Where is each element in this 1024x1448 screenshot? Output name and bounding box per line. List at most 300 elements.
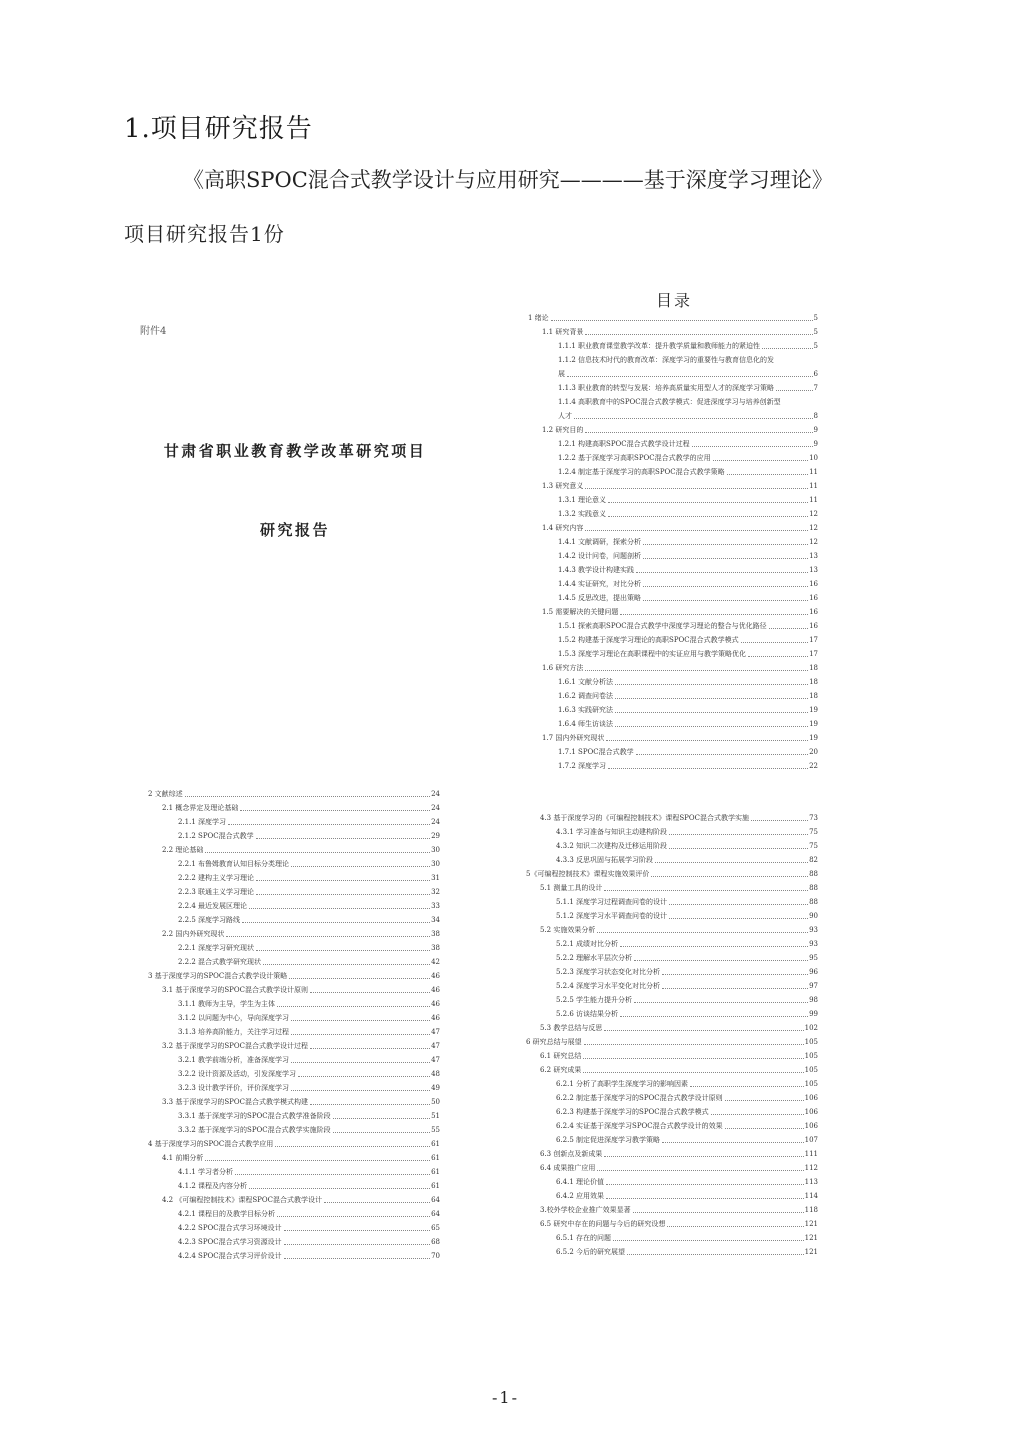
toc-entry-text: 2.2.1 布鲁姆教育认知目标分类理论 — [178, 860, 290, 868]
toc-page-number: 61 — [431, 1140, 440, 1148]
toc-page-number: 64 — [431, 1196, 440, 1204]
toc-leader — [655, 862, 808, 863]
toc-leader — [751, 820, 808, 821]
toc-entry — [148, 871, 440, 885]
toc-entry — [148, 1025, 440, 1039]
toc-leader — [298, 1076, 430, 1077]
toc-leader — [226, 936, 430, 937]
toc-entry — [528, 451, 818, 465]
toc-leader — [277, 1216, 430, 1217]
toc-leader — [597, 932, 808, 933]
toc-entry-text: 1.3 研究意义 — [542, 482, 584, 490]
toc-page-number: 95 — [809, 954, 818, 962]
toc-leader — [667, 1226, 803, 1227]
toc-leader — [620, 946, 808, 947]
toc-entry-text: 6.4.2 应用效果 — [556, 1192, 605, 1200]
toc-leader — [604, 1156, 803, 1157]
toc-leader — [228, 824, 430, 825]
toc-leader — [291, 1090, 430, 1091]
toc-entry-text: 6.5 研究中存在的问题与今后的研究设想 — [540, 1220, 666, 1228]
toc-leader — [608, 516, 808, 517]
toc-page-number: 47 — [431, 1028, 440, 1036]
toc-entry — [528, 311, 818, 325]
toc-leader — [574, 418, 813, 419]
toc-entry — [526, 1021, 818, 1035]
toc-leader — [583, 1072, 803, 1073]
toc-entry-text: 6.2.3 构建基于深度学习的SPOC混合式教学模式 — [556, 1108, 709, 1116]
toc-entry — [148, 983, 440, 997]
toc-entry-text: 3.3.2 基于深度学习的SPOC混合式教学实施阶段 — [178, 1126, 331, 1134]
toc-leader — [256, 880, 430, 881]
toc-entry — [526, 1049, 818, 1063]
toc-entry — [526, 1063, 818, 1077]
toc-leader — [769, 628, 808, 629]
toc-leader — [333, 1118, 430, 1119]
toc-entry-text: 2.2 国内外研究现状 — [162, 930, 225, 938]
toc-leader — [256, 838, 430, 839]
toc-entry — [528, 759, 818, 773]
toc-leader — [608, 768, 808, 769]
toc-leader — [615, 712, 808, 713]
toc-page-number: 105 — [804, 1052, 818, 1060]
toc-entry-text: 2.2.2 建构主义学习理论 — [178, 874, 255, 882]
toc-leader — [256, 950, 430, 951]
toc-entry — [526, 1175, 818, 1189]
toc-page-number: 64 — [431, 1210, 440, 1218]
toc-entry-text: 5.2.6 访谈结果分析 — [556, 1010, 619, 1018]
toc-entry — [528, 731, 818, 745]
toc-leader — [284, 1244, 430, 1245]
toc-entry — [526, 993, 818, 1007]
toc-entry — [528, 339, 818, 353]
toc-leader — [310, 1104, 430, 1105]
toc-entry — [526, 811, 818, 825]
toc-leader — [235, 1174, 430, 1175]
toc-leader — [275, 1146, 430, 1147]
section-heading: 1.项目研究报告 — [124, 114, 313, 144]
toc-entry-text: 1.5.2 构建基于深度学习理论的高职SPOC混合式教学模式 — [558, 636, 739, 644]
toc-page-number: 22 — [809, 762, 818, 770]
toc-entry-text: 3.校外学校企业推广效果显著 — [540, 1206, 631, 1214]
toc-entry — [148, 941, 440, 955]
toc-leader — [604, 890, 808, 891]
toc-page-number: 32 — [431, 888, 440, 896]
toc-page-number: 82 — [809, 856, 818, 864]
toc-leader — [585, 334, 812, 335]
toc-page-number: 16 — [809, 594, 818, 602]
toc-entry — [528, 395, 818, 409]
toc-entry-text: 1.2.4 制定基于深度学习的高职SPOC混合式教学策略 — [558, 468, 725, 476]
toc-entry-text: 1.7.1 SPOC混合式教学 — [558, 748, 634, 756]
toc-leader — [249, 908, 430, 909]
toc-page-number: 98 — [809, 996, 818, 1004]
toc-entry-text: 3.1.3 培养高阶能力，关注学习过程 — [178, 1028, 290, 1036]
toc-leader — [291, 866, 430, 867]
toc-entry-text: 6.5.2 今后的研究展望 — [556, 1248, 626, 1256]
toc-page-number: 88 — [809, 898, 818, 906]
toc-entry-text: 4 基于深度学习的SPOC混合式教学应用 — [148, 1140, 274, 1148]
toc-entry-text: 4.3.1 学习准备与知识主动建构阶段 — [556, 828, 668, 836]
toc-leader — [551, 320, 813, 321]
toc-entry-text: 3.2.2 设计资源及活动，引发深度学习 — [178, 1070, 297, 1078]
toc-entry-text: 6.2.4 实证基于深度学习SPOC混合式教学设计的效果 — [556, 1122, 723, 1130]
toc-entry — [526, 881, 818, 895]
toc-page-number: 70 — [431, 1252, 440, 1260]
toc-leader — [606, 1198, 804, 1199]
toc-entry — [148, 843, 440, 857]
toc-entry-text: 4.1.2 课程及内容分析 — [178, 1182, 248, 1190]
toc-page-number: 46 — [431, 1000, 440, 1008]
toc-page-number: 118 — [804, 1206, 818, 1214]
toc-page-number: 17 — [809, 650, 818, 658]
toc-page-number: 11 — [809, 468, 818, 476]
toc-entry — [528, 493, 818, 507]
toc-leader — [242, 922, 430, 923]
toc-page-number: 13 — [809, 552, 818, 560]
toc-page-number: 13 — [809, 566, 818, 574]
toc-leader — [634, 1002, 808, 1003]
toc-leader — [725, 1128, 804, 1129]
toc-page-number: 47 — [431, 1056, 440, 1064]
toc-entry — [148, 955, 440, 969]
toc-entry — [528, 605, 818, 619]
toc-entry-text: 2.2.2 混合式教学研究现状 — [178, 958, 262, 966]
toc-entry — [148, 913, 440, 927]
toc-entry-text: 1.6.1 文献分析法 — [558, 678, 614, 686]
toc-entry-text: 5.2 实施效果分析 — [540, 926, 596, 934]
toc-entry-text: 6.2.5 制定促进深度学习教学策略 — [556, 1136, 661, 1144]
toc-leader — [615, 726, 808, 727]
toc-page-number: 12 — [809, 538, 818, 546]
toc-entry-text: 1.2.2 基于深度学习高职SPOC混合式教学的应用 — [558, 454, 711, 462]
toc-page-number: 106 — [804, 1108, 818, 1116]
toc-leader — [284, 1230, 430, 1231]
toc-entry-text: 1.4 研究内容 — [542, 524, 584, 532]
toc-entry — [526, 951, 818, 965]
toc-leader — [627, 1254, 804, 1255]
toc-page-number: 121 — [804, 1220, 818, 1228]
toc-entry-text: 6.3 创新点及新成果 — [540, 1150, 603, 1158]
toc-leader — [284, 1258, 430, 1259]
toc-page-number: 49 — [431, 1084, 440, 1092]
toc-page-number: 47 — [431, 1042, 440, 1050]
toc-entry — [148, 1193, 440, 1207]
toc-leader — [597, 1170, 803, 1171]
toc-leader — [291, 1020, 430, 1021]
toc-entry — [528, 675, 818, 689]
toc-entry — [528, 437, 818, 451]
toc-entry — [148, 1249, 440, 1263]
toc-entry — [148, 927, 440, 941]
toc-page-number: 50 — [431, 1098, 440, 1106]
toc-entry-text: 1.3.2 实践意义 — [558, 510, 607, 518]
toc-entry — [528, 745, 818, 759]
toc-leader — [584, 1044, 804, 1045]
toc-entry — [148, 1207, 440, 1221]
toc-entry — [526, 965, 818, 979]
toc-page-number: 11 — [809, 482, 818, 490]
toc-entry-text: 4.2.4 SPOC混合式学习评价设计 — [178, 1252, 282, 1260]
toc-leader — [240, 810, 430, 811]
toc-leader — [583, 1058, 803, 1059]
toc-entry — [526, 895, 818, 909]
toc-page-number: 46 — [431, 986, 440, 994]
toc-entry-text: 4.3 基于深度学习的《可编程控制技术》课程SPOC混合式教学实施 — [540, 814, 749, 822]
toc-leader — [748, 656, 808, 657]
toc-page-number: 90 — [809, 912, 818, 920]
toc-page-number: 18 — [809, 664, 818, 672]
toc-page-number: 9 — [813, 426, 818, 434]
report-subtitle: 《高职SPOC混合式教学设计与应用研究————基于深度学习理论》 — [183, 168, 833, 192]
toc-page-number: 11 — [809, 496, 818, 504]
toc-entry-text: 4.3.3 反思巩固与拓展学习阶段 — [556, 856, 654, 864]
toc-entry-text: 6.1 研究总结 — [540, 1052, 582, 1060]
toc-leader — [643, 586, 808, 587]
toc-entry — [148, 1095, 440, 1109]
toc-page-number: 20 — [809, 748, 818, 756]
toc-entry-text: 5.3 教学总结与反思 — [540, 1024, 603, 1032]
cover-subtitle: 研究报告 — [259, 521, 330, 539]
toc-page-number: 5 — [813, 314, 818, 322]
toc-page-number: 46 — [431, 972, 440, 980]
toc-entry-text: 人才 — [558, 412, 572, 420]
toc-leader — [636, 754, 808, 755]
toc-entry — [528, 633, 818, 647]
toc-entry — [528, 367, 818, 381]
toc-leader — [289, 978, 430, 979]
toc-entry-text: 5.2.1 成绩对比分析 — [556, 940, 619, 948]
toc-leader — [205, 852, 430, 853]
toc-entry — [526, 909, 818, 923]
toc-entry — [148, 829, 440, 843]
toc-entry-text: 6.2 研究成果 — [540, 1066, 582, 1074]
toc-entry — [526, 1077, 818, 1091]
toc-entry-text: 1.1.4 高职教育中的SPOC混合式教学模式：促进深度学习与培养创新型 — [558, 398, 781, 406]
toc-entry — [526, 1105, 818, 1119]
toc-entry — [148, 1235, 440, 1249]
toc-entry-text: 5《可编程控制技术》课程实施效果评价 — [526, 870, 650, 878]
toc-leader — [669, 918, 808, 919]
toc-page-number: 88 — [809, 884, 818, 892]
toc-title: 目录 — [656, 291, 693, 310]
toc-leader — [620, 614, 808, 615]
toc-entry — [148, 801, 440, 815]
toc-entry-text: 1.5.1 探索高职SPOC混合式教学中深度学习理论的整合与优化路径 — [558, 622, 767, 630]
toc-entry — [528, 381, 818, 395]
toc-page-number: 75 — [809, 842, 818, 850]
toc-leader — [291, 1062, 430, 1063]
toc-entry — [528, 549, 818, 563]
toc-leader — [615, 698, 808, 699]
toc-entry — [526, 1007, 818, 1021]
toc-leader — [604, 1030, 803, 1031]
toc-page-number: 48 — [431, 1070, 440, 1078]
toc-leader — [643, 558, 808, 559]
toc-leader — [727, 474, 808, 475]
toc-entry — [528, 479, 818, 493]
toc-page-number: 121 — [804, 1234, 818, 1242]
toc-leader — [256, 894, 430, 895]
toc-entry — [526, 1217, 818, 1231]
toc-leader — [725, 1100, 804, 1101]
toc-page-number: 99 — [809, 1010, 818, 1018]
toc-leader — [310, 1048, 430, 1049]
toc-entry-text: 1.2.1 构建高职SPOC混合式教学设计过程 — [558, 440, 690, 448]
toc-page-number: 18 — [809, 692, 818, 700]
toc-entry-text: 1.6 研究方法 — [542, 664, 584, 672]
toc-leader — [277, 1006, 430, 1007]
toc-page-number: 42 — [431, 958, 440, 966]
toc-page-number: 19 — [809, 720, 818, 728]
toc-entry — [528, 325, 818, 339]
toc-entry — [526, 1245, 818, 1259]
toc-entry — [148, 1081, 440, 1095]
toc-page-number: 16 — [809, 580, 818, 588]
toc-entry-text: 3.1.1 教师为主导，学生为主体 — [178, 1000, 276, 1008]
toc-entry-text: 5.1.2 深度学习水平调查问卷的设计 — [556, 912, 668, 920]
toc-page-number: 105 — [804, 1038, 818, 1046]
toc-leader — [713, 460, 808, 461]
toc-entry — [148, 1067, 440, 1081]
toc-entry-text: 2.2.4 最近发展区理论 — [178, 902, 248, 910]
toc-entry-text: 2.2.3 联通主义学习理论 — [178, 888, 255, 896]
toc-entry — [148, 1053, 440, 1067]
toc-entry-text: 1.4.2 设计问卷，问题剖析 — [558, 552, 642, 560]
toc-entry-text: 1.4.5 反思改进，提出策略 — [558, 594, 642, 602]
toc-entry — [148, 885, 440, 899]
toc-leader — [613, 1240, 804, 1241]
toc-leader — [669, 848, 808, 849]
toc-leader — [643, 544, 808, 545]
toc-entry — [526, 1189, 818, 1203]
toc-page-number: 96 — [809, 968, 818, 976]
toc-page-number: 75 — [809, 828, 818, 836]
toc-entry — [148, 1137, 440, 1151]
toc-entry — [528, 423, 818, 437]
toc-page-number: 34 — [431, 916, 440, 924]
toc-entry-text: 1.2 研究目的 — [542, 426, 584, 434]
toc-page-number: 30 — [431, 860, 440, 868]
toc-entry — [528, 689, 818, 703]
toc-page-number: 112 — [804, 1164, 818, 1172]
toc-page-number: 105 — [804, 1066, 818, 1074]
toc-leader — [567, 376, 813, 377]
toc-leader — [205, 1160, 430, 1161]
toc-entry-text: 6.2.1 分析了高职学生深度学习的影响因素 — [556, 1080, 689, 1088]
toc-entry — [148, 1011, 440, 1025]
toc-leader — [585, 670, 808, 671]
toc-leader — [620, 1016, 808, 1017]
toc-leader — [643, 600, 808, 601]
toc-leader — [776, 390, 812, 391]
toc-leader — [662, 1142, 804, 1143]
toc-page-number: 29 — [431, 832, 440, 840]
toc-page-number: 24 — [431, 790, 440, 798]
toc-entry — [528, 647, 818, 661]
toc-entry — [526, 867, 818, 881]
toc-leader — [615, 684, 808, 685]
toc-page-number: 105 — [804, 1080, 818, 1088]
toc-entry-text: 5.2.4 深度学习水平变化对比分析 — [556, 982, 661, 990]
toc-page-number: 61 — [431, 1154, 440, 1162]
toc-entry — [526, 1133, 818, 1147]
toc-page-number: 55 — [431, 1126, 440, 1134]
toc-entry — [148, 1109, 440, 1123]
toc-entry — [148, 1123, 440, 1137]
toc-entry-text: 1.7 国内外研究现状 — [542, 734, 605, 742]
toc-page-number: 6 — [813, 370, 818, 378]
toc-leader — [762, 348, 812, 349]
toc-bottom-left — [148, 787, 440, 1263]
toc-entry-text: 1.6.4 师生访谈法 — [558, 720, 614, 728]
toc-page-number: 5 — [813, 342, 818, 350]
toc-page-number: 106 — [804, 1122, 818, 1130]
toc-entry — [528, 535, 818, 549]
toc-entry — [526, 1203, 818, 1217]
toc-entry — [526, 1231, 818, 1245]
toc-leader — [333, 1132, 430, 1133]
toc-entry-text: 1.5.3 深度学习理论在高职课程中的实证应用与教学策略优化 — [558, 650, 747, 658]
appendix-label: 附件4 — [140, 326, 167, 337]
toc-page-number: 31 — [431, 874, 440, 882]
toc-entry-text: 3.1.2 以问题为中心，导向深度学习 — [178, 1014, 290, 1022]
toc-entry — [148, 815, 440, 829]
toc-page-number: 38 — [431, 944, 440, 952]
toc-entry-text: 4.2 《可编程控制技术》课程SPOC混合式教学设计 — [162, 1196, 322, 1204]
toc-leader — [291, 1034, 430, 1035]
toc-entry — [528, 703, 818, 717]
toc-entry — [528, 507, 818, 521]
toc-page-number: 12 — [809, 524, 818, 532]
cover-title: 甘肃省职业教育教学改革研究项目 — [163, 442, 427, 460]
toc-entry — [528, 353, 818, 367]
toc-entry — [526, 825, 818, 839]
toc-leader — [324, 1202, 430, 1203]
toc-entry-text: 1.4.4 实证研究，对比分析 — [558, 580, 642, 588]
toc-leader — [669, 834, 808, 835]
toc-leader — [608, 502, 808, 503]
toc-page-number: 111 — [804, 1150, 818, 1158]
toc-entry — [528, 409, 818, 423]
toc-entry — [528, 577, 818, 591]
toc-entry-text: 1.1 研究背景 — [542, 328, 584, 336]
toc-page-number: 107 — [804, 1136, 818, 1144]
toc-leader — [606, 1184, 804, 1185]
toc-entry — [148, 997, 440, 1011]
toc-entry-text: 4.2.2 SPOC混合式学习环境设计 — [178, 1224, 282, 1232]
toc-page-number: 7 — [813, 384, 818, 392]
toc-entry — [148, 1151, 440, 1165]
toc-entry — [148, 969, 440, 983]
toc-page-number: 68 — [431, 1238, 440, 1246]
toc-page-number: 93 — [809, 940, 818, 948]
toc-page-number: 19 — [809, 734, 818, 742]
toc-page-number: 12 — [809, 510, 818, 518]
toc-page-number: 17 — [809, 636, 818, 644]
toc-page-number: 97 — [809, 982, 818, 990]
toc-entry-text: 6.5.1 存在的问题 — [556, 1234, 612, 1242]
toc-entry-text: 1.6.2 调查问卷法 — [558, 692, 614, 700]
toc-entry — [148, 1165, 440, 1179]
toc-entry-text: 5.2.2 理解水平层次分析 — [556, 954, 633, 962]
toc-entry-text: 6.4.1 理论价值 — [556, 1178, 605, 1186]
toc-leader — [634, 960, 808, 961]
toc-entry — [148, 857, 440, 871]
toc-page-number: 5 — [813, 328, 818, 336]
toc-entry — [526, 1035, 818, 1049]
toc-entry — [526, 1119, 818, 1133]
toc-leader — [669, 904, 808, 905]
